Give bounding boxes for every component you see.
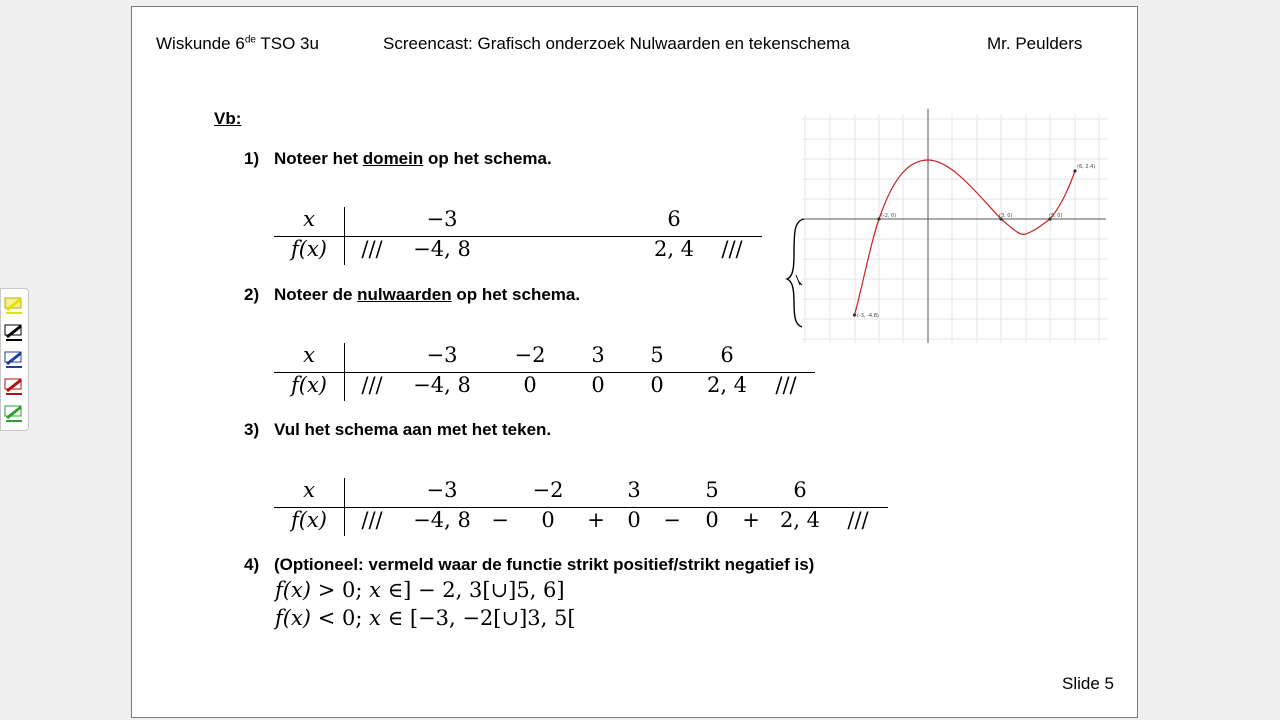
- yellow-highlighter-icon[interactable]: [3, 294, 25, 316]
- x-value: 3: [591, 343, 605, 367]
- x-value: −3: [426, 478, 458, 502]
- x-value: −3: [426, 207, 458, 231]
- sign-value: −: [663, 508, 681, 532]
- x-label: x: [303, 207, 315, 231]
- f-value: 2, 4: [706, 373, 748, 397]
- blue-pen-icon[interactable]: [3, 348, 25, 370]
- solution-positive: f(x) > 0; x ∈] − 2, 3[∪]5, 6]: [275, 578, 565, 602]
- f-value: ///: [361, 373, 383, 397]
- x-value: 5: [705, 478, 719, 502]
- step-4: 4) (Optioneel: vermeld waar de functie strikt positief/strikt negatief is): [244, 555, 815, 574]
- slide-title: Screencast: Grafisch onderzoek Nulwaarden en tekenschema: [383, 34, 850, 53]
- f-value: −4, 8: [413, 237, 471, 261]
- f-value: ///: [847, 508, 869, 532]
- solution-negative: f(x) < 0; x ∈ [−3, −2[∪]3, 5[: [275, 606, 576, 630]
- author-name: Mr. Peulders: [987, 34, 1083, 53]
- x-value: 6: [667, 207, 681, 231]
- sign-value: +: [587, 508, 605, 532]
- f-value: −4, 8: [413, 508, 471, 532]
- point-label: (-3, -4.8): [857, 313, 879, 319]
- f-value: 0: [705, 508, 719, 532]
- f-value: 2, 4: [779, 508, 821, 532]
- f-value: ///: [775, 373, 797, 397]
- x-value: −2: [514, 343, 546, 367]
- point-label: (5, 0): [1049, 213, 1063, 219]
- annotation-toolbar: [0, 288, 29, 431]
- slide-number: Slide 5: [1062, 674, 1114, 693]
- x-value: −3: [426, 343, 458, 367]
- f-value: ///: [361, 508, 383, 532]
- f-value: 0: [591, 373, 605, 397]
- black-pen-icon[interactable]: [3, 321, 25, 343]
- function-graph: [802, 105, 1108, 343]
- step-2: 2) Noteer de nulwaarden op het schema.: [244, 285, 581, 304]
- red-pen-icon[interactable]: [3, 375, 25, 397]
- x-label: x: [303, 478, 315, 502]
- f-value: 0: [627, 508, 641, 532]
- sign-table-1: [274, 207, 764, 267]
- step-3: 3) Vul het schema aan met het teken.: [244, 420, 552, 439]
- sign-table-3: [274, 478, 894, 538]
- f-label: f(x): [290, 508, 328, 532]
- x-value: 5: [650, 343, 664, 367]
- f-value: 0: [650, 373, 664, 397]
- point-label: (-2, 0): [881, 213, 897, 219]
- f-value: 0: [523, 373, 537, 397]
- f-value: 2, 4: [653, 237, 695, 261]
- point-label: (3, 0): [999, 213, 1013, 219]
- x-label: x: [303, 343, 315, 367]
- f-label: f(x): [290, 373, 328, 397]
- step-1: 1) Noteer het domein op het schema.: [244, 149, 552, 168]
- f-value: ///: [721, 237, 743, 261]
- sign-table-2: [274, 343, 819, 403]
- x-value: 6: [793, 478, 807, 502]
- f-value: ///: [361, 237, 383, 261]
- sign-value: +: [742, 508, 760, 532]
- course-title: Wiskunde 6de TSO 3u: [156, 34, 319, 53]
- example-label: Vb:: [214, 109, 242, 128]
- f-value: −4, 8: [413, 373, 471, 397]
- f-label: f(x): [290, 237, 328, 261]
- handwritten-brace-icon: [784, 215, 808, 331]
- sign-value: −: [491, 508, 509, 532]
- x-value: 3: [627, 478, 641, 502]
- green-pen-icon[interactable]: [3, 402, 25, 424]
- f-value: 0: [541, 508, 555, 532]
- x-value: −2: [532, 478, 564, 502]
- slide: [131, 6, 1138, 718]
- point-label: (6, 2.4): [1077, 164, 1096, 170]
- x-value: 6: [720, 343, 734, 367]
